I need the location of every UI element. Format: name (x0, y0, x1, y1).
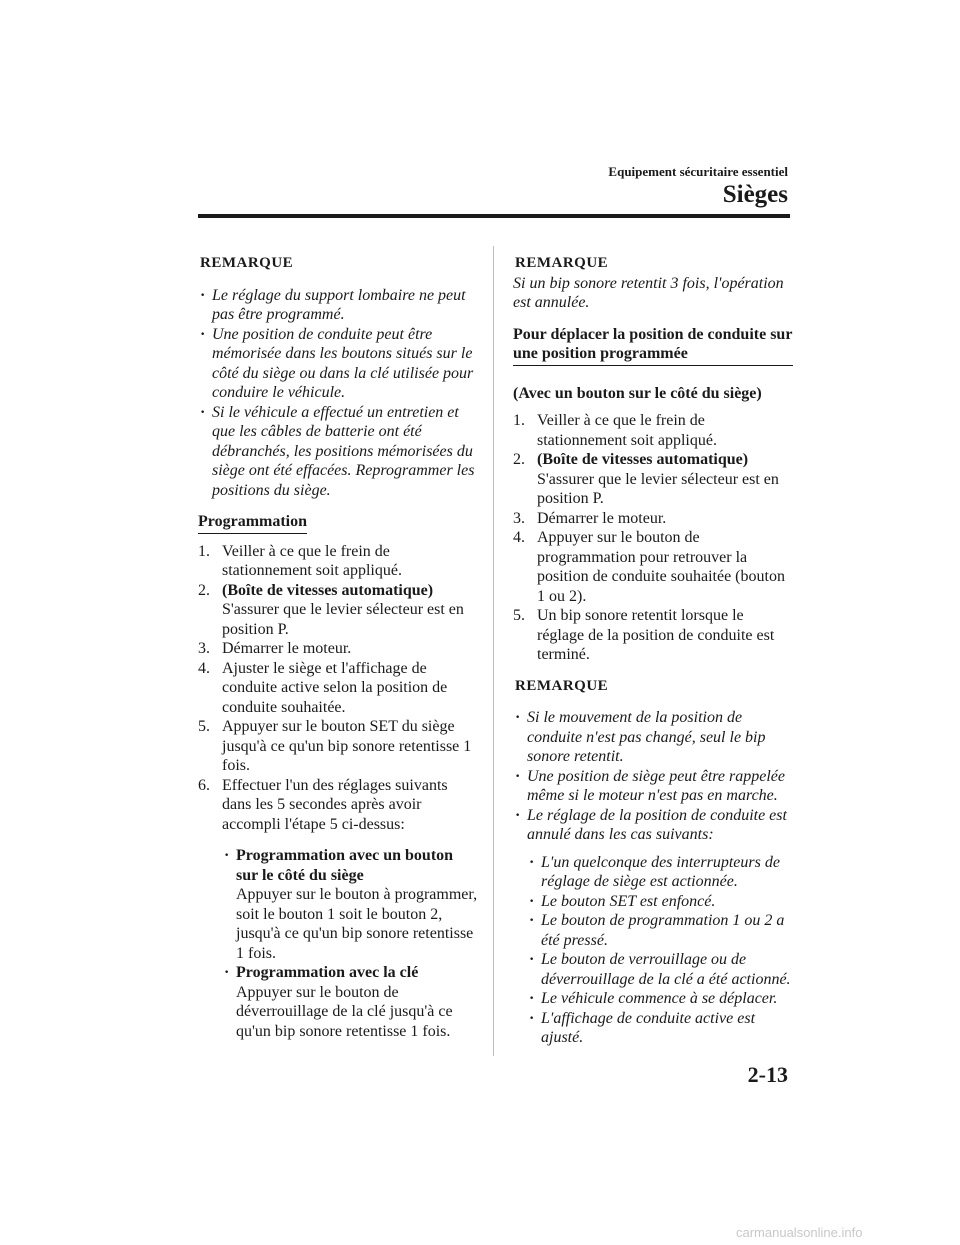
left-column (198, 254, 478, 1041)
note-label: REMARQUE (515, 677, 609, 694)
sub-item (222, 846, 478, 963)
step-number: 1. (198, 542, 210, 560)
step-item (513, 509, 793, 529)
step-number: 2. (513, 451, 525, 468)
right-column (513, 254, 793, 1048)
sub-text: Appuyer sur le bouton à programmer, soit le bouton 1 soit le bouton 2, jusqu'à ce qu'un bip sonore retentisse 1 fois. (236, 886, 478, 962)
step-number: 3. (198, 640, 210, 657)
step-bold: (Boîte de vitesses automatique) (537, 451, 749, 468)
watermark: carmanualsonline.info (736, 1225, 863, 1240)
step-number: 6. (198, 776, 210, 794)
sub-note-item: · Le véhicule commence à se déplacer. (527, 989, 793, 1009)
step-text: S'assurer que le levier sélecteur est en position P. (537, 470, 779, 507)
step-text: Veiller à ce que le frein de stationnement soit appliqué. (537, 412, 717, 449)
sub-note-item: · Le bouton de verrouillage ou de déverrouillage de la clé a été actionné. (527, 950, 793, 989)
step-text: Un bip sonore retentit lorsque le réglage de la position de conduite est terminé. (537, 607, 775, 663)
note-item: · Le réglage du support lombaire ne peut pas être programmé. (198, 286, 478, 325)
step-item (198, 581, 478, 640)
sub-note-item: · L'affichage de conduite active est ajusté. (527, 1009, 793, 1048)
note-item: · Une position de conduite peut être mémorisée dans les boutons situés sur le côté du siège ou dans la clé utilisée pour conduire le véhicule. (198, 325, 478, 403)
sub-note-item: · Le bouton de programmation 1 ou 2 a été pressé. (527, 911, 793, 950)
step-text: Démarrer le moteur. (537, 509, 667, 527)
step-item (198, 659, 478, 718)
step-number: 4. (198, 659, 210, 677)
sub-text: Appuyer sur le bouton de déverrouillage de la clé jusqu'à ce qu'un bip sonore retentisse 1 fois. (236, 983, 453, 1040)
step-item (513, 411, 793, 450)
sub-heading: (Avec un bouton sur le côté du siège) (513, 384, 762, 402)
step-text: Appuyer sur le bouton SET du siège jusqu'à ce qu'un bip sonore retentisse 1 fois. (222, 718, 472, 774)
step-text: S'assurer que le levier sélecteur est en position P. (222, 601, 464, 638)
step-number: 1. (513, 412, 525, 429)
note-item: · Le réglage de la position de conduite est annulé dans les cas suivants: (513, 806, 793, 845)
sub-note-item: · L'un quelconque des interrupteurs de réglage de siège est actionnée. (527, 853, 793, 892)
section-heading: Programmation (198, 512, 307, 534)
step-bold: (Boîte de vitesses automatique) (222, 581, 434, 599)
sub-heading: · Programmation avec un bouton sur le côté du siège (236, 847, 454, 884)
section-title: Equipement sécuritaire essentiel (608, 164, 788, 179)
step-number: 4. (513, 529, 525, 546)
note-label: REMARQUE (200, 255, 294, 271)
step-number: 5. (513, 607, 525, 624)
step-number: 5. (198, 718, 210, 735)
step-text: Appuyer sur le bouton de programmation pour retrouver la position de conduite souhaitée (bouton 1 ou 2). (537, 529, 785, 605)
step-item (198, 639, 478, 659)
page-number: 2-13 (747, 1062, 788, 1087)
sub-note-item: · Le bouton SET est enfoncé. (527, 892, 793, 912)
step-text: Ajuster le siège et l'affichage de conduite active selon la position de conduite souhaitée. (222, 659, 448, 716)
step-item (198, 542, 478, 581)
page-title: Sièges (722, 181, 788, 208)
step-item (513, 528, 793, 606)
step-number: 2. (198, 581, 210, 599)
note-item: · Si le véhicule a effectué un entretien et que les câbles de batterie ont été débranchés, les positions mémorisées du siège ont été effacées. Reprogrammer les positions du siège. (198, 403, 478, 501)
note-item: · Si le mouvement de la position de conduite n'est pas changé, seul le bip sonore retentit. (513, 708, 793, 767)
step-text: Démarrer le moteur. (222, 640, 352, 657)
step-number: 3. (513, 509, 525, 527)
header-rule (198, 214, 790, 218)
step-text: Veiller à ce que le frein de stationnement soit appliqué. (222, 542, 402, 579)
step-text: Effectuer l'un des réglages suivants dans les 5 secondes après avoir accompli l'étape 5 ci-dessus: (222, 776, 448, 833)
section-heading: Pour déplacer la position de conduite sur une position programmée (513, 325, 793, 366)
step-item (198, 717, 478, 776)
column-divider (493, 246, 494, 1056)
step-item (198, 776, 478, 835)
note-item: · Une position de siège peut être rappelée même si le moteur n'est pas en marche. (513, 767, 793, 806)
sub-heading: · Programmation avec la clé (236, 964, 419, 981)
sub-item (222, 963, 478, 1041)
step-item (513, 606, 793, 665)
note-label: REMARQUE (515, 255, 609, 271)
note-text: Si un bip sonore retentit 3 fois, l'opération est annulée. (513, 274, 784, 311)
step-item (513, 450, 793, 509)
